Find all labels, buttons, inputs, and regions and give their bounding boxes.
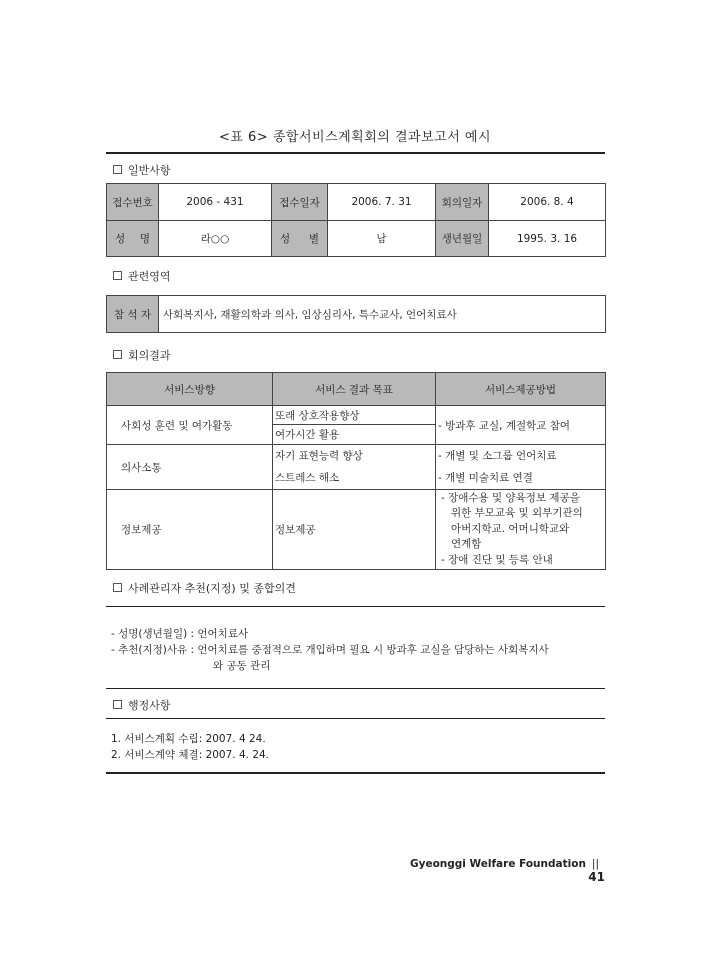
checkbox-icon bbox=[113, 165, 122, 174]
meeting-date-value: 2006. 8. 4 bbox=[489, 184, 606, 221]
sex-label: 성 별 bbox=[272, 221, 328, 257]
divider bbox=[106, 152, 605, 154]
name-label: 성 명 bbox=[107, 221, 159, 257]
checkbox-icon bbox=[113, 583, 122, 592]
page-footer bbox=[400, 858, 605, 884]
section-recommend bbox=[113, 580, 296, 596]
page-title: <표 6> 종합서비스계획회의 결과보고서 예시 bbox=[218, 130, 492, 145]
section-label: 사례관리자 추천(지정) 및 종합의견 bbox=[128, 582, 296, 595]
goal-cell: 여가시간 활용 bbox=[273, 425, 436, 445]
receipt-no-value: 2006 - 431 bbox=[159, 184, 272, 221]
sex-value: 남 bbox=[328, 221, 436, 257]
meeting-result-table bbox=[106, 372, 606, 570]
receipt-date-value: 2006. 7. 31 bbox=[328, 184, 436, 221]
header-method: 서비스제공방법 bbox=[436, 373, 606, 406]
header-direction: 서비스방향 bbox=[107, 373, 273, 406]
receipt-date-label: 접수일자 bbox=[272, 184, 328, 221]
divider bbox=[106, 772, 605, 774]
admin-line: 1. 서비스계획 수립: 2007. 4 24. bbox=[111, 733, 266, 745]
recommend-line: - 성명(생년월일) : 언어치료사 bbox=[111, 628, 249, 640]
recommend-line: 와 공동 관리 bbox=[213, 660, 271, 672]
section-related bbox=[113, 268, 171, 284]
method-cell: - 장애수용 및 양육정보 제공을 위한 부모교육 및 외부기관의 아버지학교. 어머니학교와 연계함 - 장애 진단 및 등록 안내 bbox=[436, 490, 606, 570]
header-goal: 서비스 결과 목표 bbox=[273, 373, 436, 406]
recommend-line: - 추천(지정)사유 : 언어치료를 중점적으로 개입하며 필요 시 방과후 교실을 담당하는 사회복지사 bbox=[111, 644, 549, 656]
footer-separator: || bbox=[591, 858, 599, 870]
section-label: 행정사항 bbox=[128, 699, 171, 712]
checkbox-icon bbox=[113, 271, 122, 280]
page-number: 41 bbox=[588, 870, 605, 884]
method-cell: - 방과후 교실, 계절학교 참여 bbox=[436, 406, 606, 445]
participants-value: 사회복지사, 재활의학과 의사, 임상심리사, 특수교사, 언어치료사 bbox=[159, 296, 606, 333]
checkbox-icon bbox=[113, 350, 122, 359]
participants-table bbox=[106, 295, 606, 333]
divider bbox=[106, 688, 605, 689]
section-admin bbox=[113, 697, 171, 713]
admin-line: 2. 서비스계약 체결: 2007. 4. 24. bbox=[111, 749, 270, 761]
receipt-no-label: 접수번호 bbox=[107, 184, 159, 221]
birth-value: 1995. 3. 16 bbox=[489, 221, 606, 257]
direction-cell: 의사소통 bbox=[107, 445, 273, 490]
section-label: 회의결과 bbox=[128, 349, 171, 362]
section-general bbox=[113, 162, 171, 178]
footer-org: Gyeonggi Welfare Foundation bbox=[410, 858, 586, 870]
participants-label: 참 석 자 bbox=[107, 296, 159, 333]
name-value: 라○○ bbox=[159, 221, 272, 257]
section-label: 일반사항 bbox=[128, 164, 171, 177]
direction-cell: 정보제공 bbox=[107, 490, 273, 570]
goal-cell: 자기 표현능력 향상 스트레스 해소 bbox=[273, 445, 436, 490]
birth-label: 생년월일 bbox=[436, 221, 489, 257]
divider bbox=[106, 718, 605, 719]
general-info-table bbox=[106, 183, 606, 257]
goal-cell: 정보제공 bbox=[273, 490, 436, 570]
checkbox-icon bbox=[113, 700, 122, 709]
method-cell: - 개별 및 소그룹 언어치료 - 개별 미술치료 연결 bbox=[436, 445, 606, 490]
section-meeting bbox=[113, 347, 171, 363]
section-label: 관련영역 bbox=[128, 270, 171, 283]
divider bbox=[106, 606, 605, 607]
meeting-date-label: 회의일자 bbox=[436, 184, 489, 221]
goal-cell: 또래 상호작용향상 bbox=[273, 406, 436, 425]
direction-cell: 사회성 훈련 및 여가활동 bbox=[107, 406, 273, 445]
